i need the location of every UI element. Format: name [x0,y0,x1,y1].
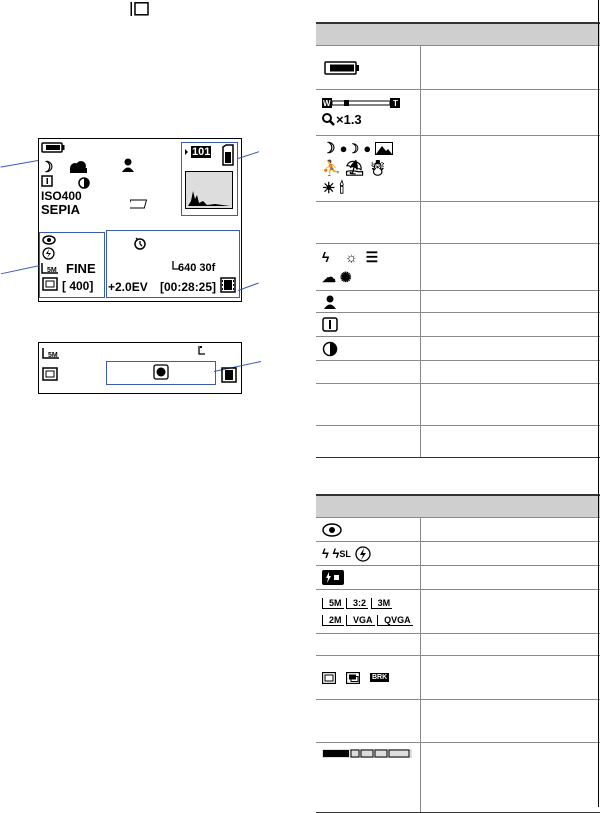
twilight-icon: ☽ [40,159,54,176]
folder-number: 101 [192,146,211,158]
flash-off-icon [355,546,371,562]
table-row [316,46,600,90]
svg-text:T: T [393,99,398,108]
record-icon [153,364,169,380]
normal-mode-icon [322,672,336,684]
cloudy-icon: ☁ [322,269,336,285]
exposure-value: +2.0EV [108,280,148,294]
fireworks-icon: ☀ [322,179,336,197]
daylight-icon: ✺ [339,269,352,285]
table-row [316,361,600,384]
callout-line [0,160,38,168]
image-size-icon [42,347,60,359]
svg-text:5M: 5M [47,267,57,274]
landscape-icon [375,142,393,155]
normal-mode-icon [42,277,58,291]
table-row [316,136,600,202]
spot-metering-icon [41,175,53,187]
table-row [316,337,600,361]
table-row [316,518,600,542]
iso-label: ISO400 [41,189,82,203]
table-row [316,656,600,700]
table-header-icon [316,495,420,518]
image-size-qvga: QVGA [377,615,413,626]
flash-slow-sync-icon: ϟ [332,546,340,561]
table-row [316,291,600,313]
reference-table-2 [316,494,600,813]
film-icon [221,367,237,383]
flash-charging-icon [322,570,344,585]
table-row [316,634,600,656]
image-size-vga: VGA [346,615,375,626]
dro-icon [78,177,90,189]
battery-icon [41,142,65,153]
self-timer-icon [133,236,147,250]
table-row [316,700,600,743]
burst-icon [346,672,360,684]
battery-icon [324,61,360,75]
bracket-icon: BRK [372,674,388,681]
table-row [316,313,600,337]
table-row [316,202,600,244]
table-header-icon [316,23,420,46]
cloudy-icon [67,160,89,174]
memory-card-icon [222,144,234,166]
image-size-2m: 2M [322,615,344,626]
svg-text:5M: 5M [48,352,58,359]
beach-icon: ⛱ [344,159,364,177]
dro-icon [322,341,338,357]
table-row [316,244,600,291]
image-count: [ 400] [62,279,94,293]
table-row [316,90,600,136]
red-eye-icon [322,523,342,537]
table-header-description [420,495,600,518]
table-row [316,566,600,590]
page-edge-rule [598,0,599,807]
image-size-3-2: 3:2 [346,598,368,609]
image-size-5m: 5M [322,598,344,609]
movie-size-label: 640 30f [178,262,216,274]
image-size-icon [41,262,59,274]
svg-text:W: W [323,99,331,108]
magnifier-icon [322,113,335,126]
twilight-portrait-icon: ●☽ [339,140,360,156]
fluorescent-icon: ☰ [365,249,379,265]
zoom-scale: ×1.3 [336,112,362,127]
image-size-icons [316,595,420,629]
color-mode-label: SEPIA [41,202,81,217]
normal-mode-icon [42,367,58,381]
table-row [316,743,600,813]
recording-time: [00:28:25] [160,280,217,294]
battery-warning-icon [130,198,150,209]
person-icon [122,158,134,172]
table-header-description [420,23,600,46]
table-row [316,542,600,566]
zoom-bar-icon [322,98,402,108]
person-icon [324,295,336,309]
table-row [316,384,600,426]
flash-icon: ϟ [322,249,330,265]
screen-display-icon [130,2,150,16]
flash-off-icon [42,247,55,260]
sports-icon: ⛹ [322,159,341,177]
snow-icon: ☃ [368,159,388,177]
reference-table-1 [316,22,600,458]
settings-bar-icon [322,749,412,758]
callout-line [1,265,40,274]
portrait-icon: ● [363,140,372,156]
movie-size-icon [198,345,206,355]
table-row [316,590,600,634]
folder-icon [185,146,211,158]
film-icon [220,277,236,293]
twilight-icon: ☽ [322,139,336,157]
incandescent-icon: ☼ [344,249,358,265]
flash-icon: ϟ [322,546,329,561]
red-eye-icon [42,235,56,245]
histogram-icon [185,171,233,209]
quality-label: FINE [66,261,96,276]
spot-metering-icon [322,317,338,332]
image-size-3m: 3M [371,598,393,609]
flash-slow-sync-label: SL [339,548,351,559]
candle-icon: 🕯 [339,179,344,197]
table-row [316,426,600,458]
